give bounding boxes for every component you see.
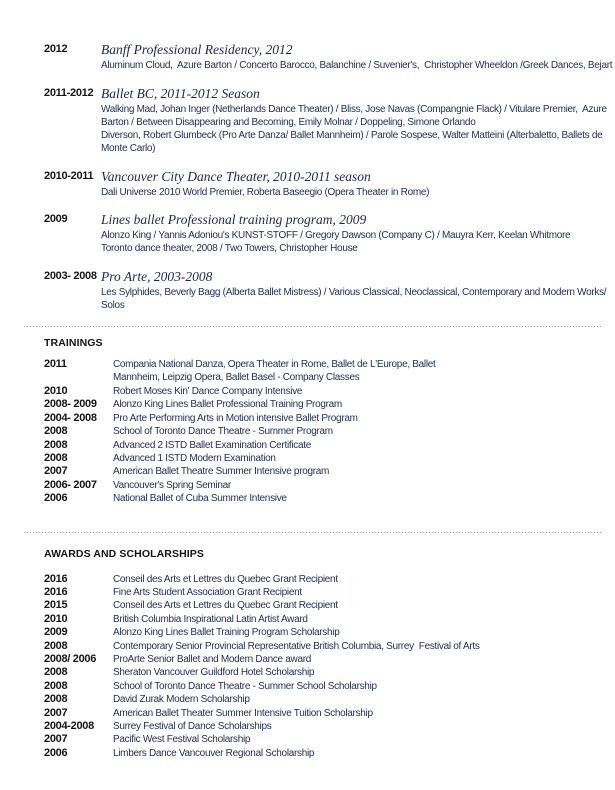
row-description [113,653,597,666]
experience-entry [44,85,607,156]
experience-entry [44,42,613,73]
entry-description [101,60,613,73]
trainings-section [0,338,615,505]
experience-entries [44,42,613,313]
training-row [44,492,597,505]
row-description [113,465,597,478]
training-row [44,398,597,411]
awards-rows [44,573,597,761]
row-description [113,733,597,746]
row-description-line: Advanced 1 ISTD Modern Examination [113,452,276,464]
training-row [44,465,597,478]
experience-entry [44,169,597,200]
entry-year: 2010-2011 [44,169,94,182]
row-description [113,412,597,425]
entry-description [101,103,607,156]
training-row [44,385,597,398]
entry-title: Ballet BC, 2011-2012 Season [101,85,260,101]
row-description-line: ProArte Senior Ballet and Modern Dance award [113,653,312,665]
row-description-line: Surrey Festival of Dance Scholarships [113,721,272,732]
entry-description-line: Dali Universe 2010 World Premier, Roberta Baseegio (Opera Theater in Rome) [101,186,430,198]
awards-heading: AWARDS AND SCHOLARSHIPS [44,547,205,560]
row-description-line: David Zurak Modern Scholarship [113,694,250,706]
row-description [113,626,597,639]
row-year: 2004- 2008 [44,411,97,424]
dotted-separator [24,326,601,327]
entry-title: Vancouver City Dance Theater, 2010-2011 season [101,168,371,184]
row-description-line: Conseil des Arts et Lettres du Quebec Grant Recipient [113,600,338,612]
row-description [113,693,597,706]
row-description [113,680,597,693]
row-description [113,425,597,438]
entry-title: Lines ballet Professional training program, 2009 [101,212,367,228]
entry-year: 2011-2012 [44,86,94,99]
experience-section [0,0,615,313]
row-description [113,385,597,398]
entry-description [101,287,607,313]
award-row [44,640,597,653]
award-row [44,573,597,586]
entry-body [101,169,597,200]
row-description [113,439,597,452]
row-description [113,613,597,626]
row-description [113,479,597,492]
experience-entry [44,269,607,313]
award-row [44,733,597,746]
award-row [44,707,597,720]
row-description-line: School of Toronto Dance Theatre - Summer Program [113,426,333,438]
row-description-line: Limbers Dance Vancouver Regional Scholarship [113,747,315,759]
entry-year: 2003- 2008 [44,270,97,283]
entry-body [101,269,607,313]
row-description [113,707,597,720]
entry-year: 2009 [44,213,68,226]
row-description [113,492,597,505]
row-year: 2008 [44,666,68,679]
row-year: 2006- 2007 [44,478,97,491]
entry-body [101,42,613,73]
entry-description [101,230,597,256]
training-row [44,412,597,425]
row-year: 2010 [44,612,68,625]
entry-body [101,85,607,156]
row-year: 2008 [44,679,68,692]
row-description [113,720,597,733]
row-description-line: British Columbia Inspirational Latin Artist Award [113,613,308,625]
row-year: 2008 [44,693,68,706]
training-row [44,439,597,452]
entry-body [101,212,597,256]
row-description-line: Robert Moses Kin' Dance Company Intensive [113,385,303,397]
awards-section [0,549,615,761]
award-row [44,626,597,639]
award-row [44,666,597,679]
row-year: 2009 [44,626,68,639]
row-year: 2016 [44,585,68,598]
award-row [44,680,597,693]
trainings-rows [44,358,597,505]
row-description [113,599,597,612]
row-description-line: Alonzo King Lines Ballet Professional Training Program [113,399,342,411]
row-year: 2004-2008 [44,720,94,732]
award-row [44,720,597,733]
training-row [44,425,597,438]
award-row [44,693,597,706]
training-row [44,479,597,492]
row-description [113,398,597,411]
row-year: 2008 [44,639,68,652]
row-description [113,573,597,586]
row-description [113,666,597,679]
row-description [113,358,597,385]
entry-description-line: Solos [101,300,125,312]
row-description-line: American Ballet Theatre Summer Intensive program [113,466,330,478]
entry-description-line: Barton / Between Disappearing and Becoming, Emily Molnar / Doppeling, Simone Orlando [101,116,476,128]
entry-description-line: Diverson, Robert Glumbeck (Pro Arte Danza/ Ballet Mannheim) / Parole Sospese, Walter Matteini (Alterbaletto, Ballets de [101,129,603,141]
row-year: 2007 [44,733,68,746]
row-description-line: Vancouver's Spring Seminar [113,479,231,491]
row-description-line: Mannheim, Leipzig Opera, Ballet Basel - Company Classes [113,372,360,384]
entry-description [101,187,597,200]
row-description-line: Compania National Danza, Opera Theater in Rome, Ballet de L'Europe, Ballet [113,359,436,371]
entry-year: 2012 [44,43,68,55]
row-description-line: Alonzo King Lines Ballet Training Program Scholarship [113,627,340,639]
entry-description-line: Alonzo King / Yannis Adoniou's KUNST-STOFF / Gregory Dawson (Company C) / Mauyra Kerr, Keelan Whitmore [101,230,571,242]
row-year: 2007 [44,706,68,719]
award-row [44,613,597,626]
row-description [113,452,597,465]
row-description-line: Conseil des Arts et Lettres du Quebec Grant Recipient [113,573,338,585]
row-year: 2008 [44,425,68,438]
row-description-line: Advanced 2 ISTD Ballet Examination Certificate [113,439,311,451]
row-year: 2016 [44,572,68,585]
row-description-line: Contemporary Senior Provincial Representative British Columbia, Surrey Festival of Arts [113,640,480,652]
row-description-line: American Ballet Theater Summer Intensive Tuition Scholarship [113,707,373,719]
row-description [113,586,597,599]
row-description-line: Fine Arts Student Association Grant Recipient [113,586,302,598]
row-year: 2008- 2009 [44,398,97,411]
row-year: 2011 [44,358,67,371]
row-year: 2008/ 2006 [44,652,97,665]
entry-description-line: Aluminum Cloud, Azure Barton / Concerto Barocco, Balanchine / Suvenier's, Christopher Wheeldon /Greek Dances, Bejart [101,60,613,71]
training-row [44,358,597,385]
row-year: 2008 [44,438,68,451]
row-description-line: School of Toronto Dance Theatre - Summer School Scholarship [113,680,377,692]
dotted-separator [24,532,601,533]
row-description-line: Sheraton Vancouver Guildford Hotel Scholarship [113,667,315,679]
award-row [44,653,597,666]
entry-description-line: Les Sylphides, Beverly Bagg (Alberta Ballet Mistress) / Various Classical, Neoclassical, Contemporary and Modern Works/ [101,287,607,299]
row-description-line: Pacific West Festival Scholarship [113,734,251,746]
row-year: 2008 [44,451,68,464]
row-description [113,747,597,760]
award-row [44,586,597,599]
row-year: 2007 [44,465,68,478]
row-description-line: Pro Arte Performing Arts in Motion intensive Ballet Program [113,412,358,424]
row-description-line: National Ballet of Cuba Summer Intensive [113,493,287,505]
entry-description-line: Monte Carlo) [101,142,156,154]
entry-description-line: Toronto dance theater, 2008 / Two Towers, Christopher House [101,243,358,255]
training-row [44,452,597,465]
award-row [44,599,597,612]
row-year: 2015 [44,599,68,612]
entry-title: Banff Professional Residency, 2012 [101,42,293,57]
trainings-heading: TRAININGS [44,337,103,350]
experience-entry [44,212,597,256]
award-row [44,747,597,760]
row-year: 2010 [44,384,68,397]
entry-description-line: Walking Mad, Johan Inger (Netherlands Dance Theater) / Bliss, Jose Navas (Compangnie Flack) / Vitulare Premier, Azure [101,103,607,115]
entry-title: Pro Arte, 2003-2008 [101,269,213,285]
row-description [113,640,597,653]
row-year: 2006 [44,746,68,759]
row-year: 2006 [44,492,68,505]
